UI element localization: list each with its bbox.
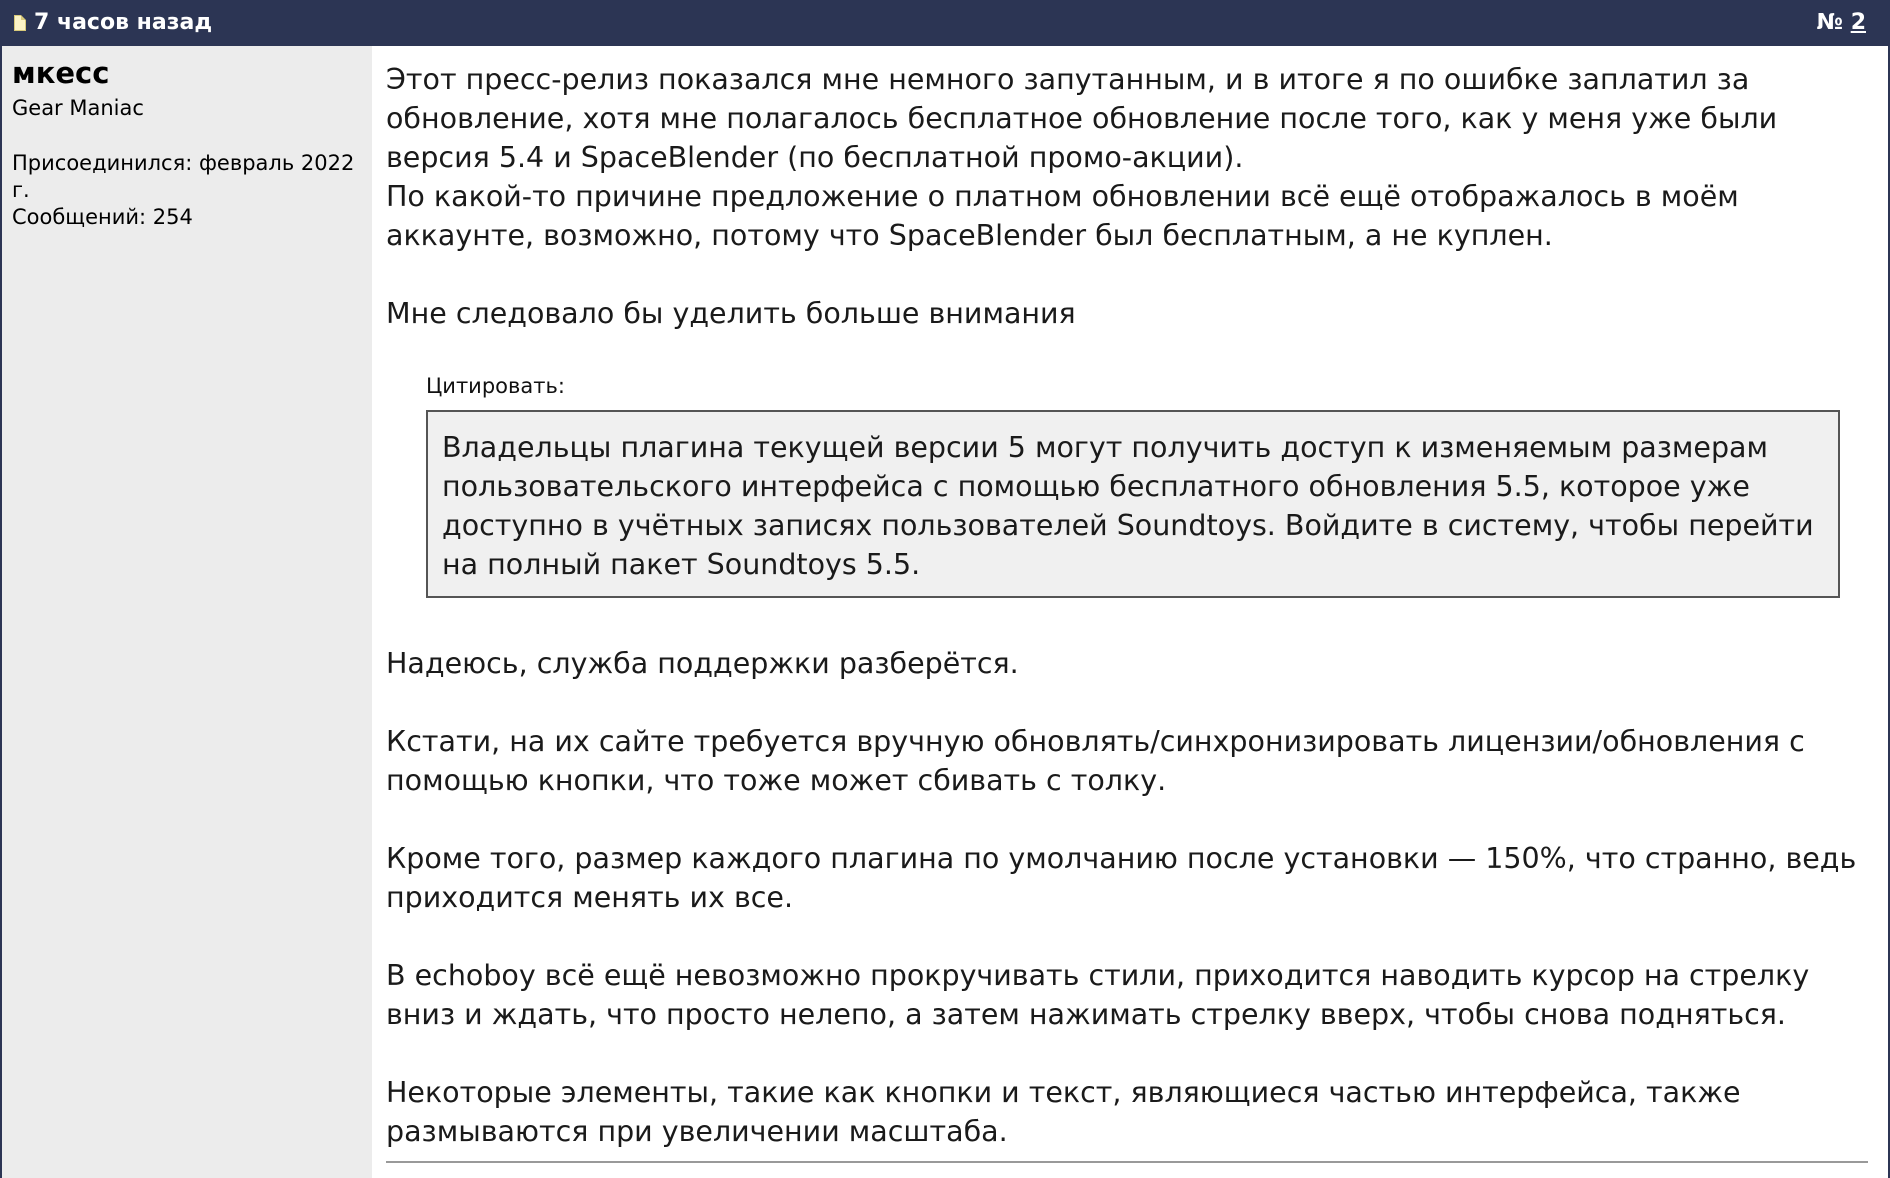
post-paragraph: По какой-то причине предложение о платном обновлении всё ещё отображалось в моём аккаунте, возможно, потому что SpaceBlender был бесплатным, а не куплен. (386, 180, 1739, 252)
user-post-count: Сообщений: 254 (12, 204, 193, 229)
post-date-wrap (14, 10, 212, 35)
quote-box: Владельцы плагина текущей версии 5 могут получить доступ к изменяемым размерам пользовательского интерфейса с помощью бесплатного обновления 5.5, которое уже доступно в учётных записях пользователей Soundtoys. Войдите в систему, чтобы перейти на полный пакет Soundtoys 5.5. (426, 410, 1840, 598)
post-paragraph: В echoboy всё ещё невозможно прокручивать стили, приходится наводить курсор на стрелку вниз и ждать, что просто нелепо, а затем нажимать стрелку вверх, чтобы снова подняться. (386, 959, 1810, 1031)
post-paragraph: Мне следовало бы уделить больше внимания (386, 297, 1076, 330)
post-paragraph: Некоторые элементы, такие как кнопки и текст, являющиеся частью интерфейса, также размываются при увеличении масштаба. (386, 1076, 1741, 1148)
post-number-wrap (1817, 10, 1866, 35)
post-content (386, 60, 1866, 1151)
quote-label: Цитировать: (426, 374, 565, 398)
post-paragraph: Надеюсь, служба поддержки разберётся. (386, 647, 1019, 680)
document-icon (14, 15, 26, 31)
post-date: 7 часов назад (34, 10, 213, 35)
post-header (2, 0, 1888, 46)
post-number-link[interactable]: 2 (1850, 10, 1866, 35)
username[interactable]: мкесс (12, 56, 110, 90)
user-sidebar (2, 46, 372, 1178)
post-divider (386, 1161, 1868, 1163)
post-paragraph: Кстати, на их сайте требуется вручную обновлять/синхронизировать лицензии/обновления с помощью кнопки, что тоже может сбивать с толку. (386, 725, 1805, 797)
post-number-prefix: № (1816, 10, 1844, 35)
quote-block (426, 372, 1840, 598)
user-join-date: Присоединился: февраль 2022 г. (12, 150, 355, 202)
user-meta (12, 150, 362, 231)
post-paragraph: Этот пресс-релиз показался мне немного запутанным, и в итоге я по ошибке заплатил за обновление, хотя мне полагалось бесплатное обновление после того, как у меня уже были версия 5.4 и SpaceBlender (по бесплатной промо-акции). (386, 63, 1778, 174)
post-paragraph: Кроме того, размер каждого плагина по умолчанию после установки — 150%, что странно, ведь приходится менять их все. (386, 842, 1857, 914)
user-title: Gear Maniac (12, 95, 144, 120)
